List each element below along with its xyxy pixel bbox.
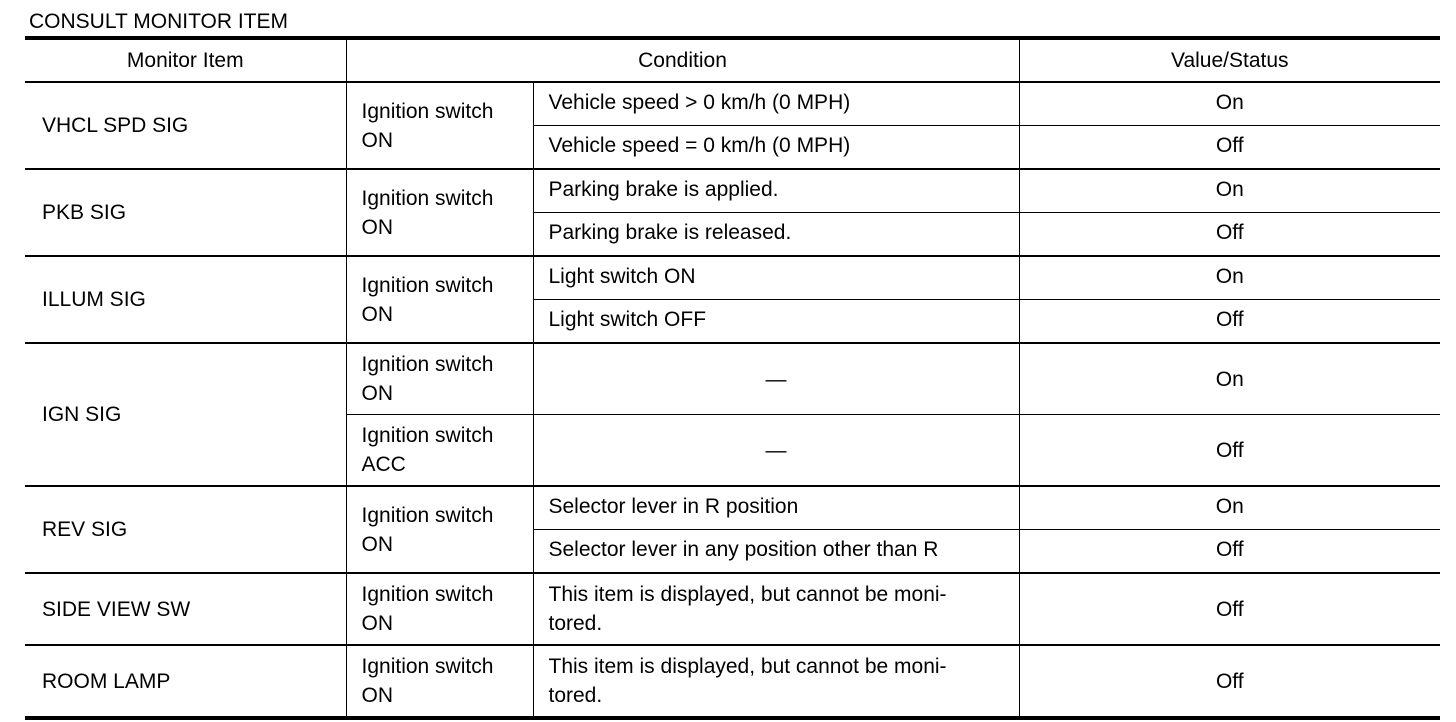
condition-text: Light switch OFF	[548, 307, 707, 331]
ignition-state: ON	[361, 612, 393, 635]
ignition-label: Ignition switch	[361, 503, 494, 527]
ignition-cell	[346, 415, 533, 487]
condition-text: Light switch ON	[548, 264, 696, 288]
header-condition: Condition	[346, 38, 1019, 82]
ignition-label: Ignition switch	[361, 583, 494, 606]
header-row	[25, 38, 1440, 82]
condition-cell	[533, 213, 1019, 257]
ignition-cell	[346, 256, 533, 343]
ignition-cell	[346, 486, 533, 573]
value-cell	[1019, 213, 1440, 257]
value-cell	[1019, 82, 1440, 126]
value-cell	[1019, 486, 1440, 530]
monitor-item-cell: VHCL SPD SIG	[25, 82, 346, 169]
table-row	[25, 486, 1440, 530]
ignition-state: ON	[361, 302, 393, 326]
ignition-cell	[346, 343, 533, 415]
value-text: Off	[1215, 133, 1244, 157]
consult-monitor-table	[25, 36, 1440, 720]
table-row	[25, 645, 1440, 718]
condition-cell: —	[533, 415, 1019, 487]
table-row	[25, 573, 1440, 645]
condition-cell	[533, 82, 1019, 126]
condition-text: Selector lever in any position other than R	[548, 537, 939, 561]
table-row	[25, 256, 1440, 300]
ignition-label: Ignition switch	[361, 186, 494, 210]
condition-cell	[533, 530, 1019, 574]
value-cell	[1019, 169, 1440, 213]
ignition-state: ON	[361, 684, 393, 707]
header-monitor-item: Monitor Item	[25, 38, 346, 82]
ignition-label: Ignition switch	[361, 424, 494, 447]
ignition-cell	[346, 573, 533, 645]
ignition-label: Ignition switch	[361, 273, 494, 297]
value-text: Off	[1215, 307, 1244, 331]
condition-cell	[533, 126, 1019, 170]
monitor-item-cell: IGN SIG	[25, 343, 346, 486]
value-text: On	[1215, 264, 1244, 288]
condition-cell	[533, 300, 1019, 344]
value-text: On	[1215, 177, 1244, 201]
ignition-label: Ignition switch	[361, 353, 494, 376]
monitor-item-cell: ILLUM SIG	[25, 256, 346, 343]
condition-cell: —	[533, 343, 1019, 415]
ignition-label: Ignition switch	[361, 99, 494, 123]
ignition-cell	[346, 645, 533, 718]
table-row	[25, 82, 1440, 126]
value-cell: Off	[1019, 415, 1440, 487]
value-cell: On	[1019, 343, 1440, 415]
value-text: On	[1215, 90, 1244, 114]
monitor-item-cell: PKB SIG	[25, 169, 346, 256]
value-cell	[1019, 256, 1440, 300]
header-value-status: Value/Status	[1019, 38, 1440, 82]
ignition-cell	[346, 82, 533, 169]
table-caption: CONSULT MONITOR ITEM	[29, 10, 289, 33]
value-cell	[1019, 300, 1440, 344]
condition-cell	[533, 573, 1019, 645]
condition-cell	[533, 169, 1019, 213]
condition-text: Vehicle speed = 0 km/h (0 MPH)	[548, 133, 851, 157]
ignition-state: ON	[361, 532, 393, 556]
table-row	[25, 343, 1440, 415]
condition-text: Selector lever in R position	[548, 494, 799, 518]
condition-cell	[533, 486, 1019, 530]
condition-line-2: tored.	[548, 612, 603, 635]
ignition-state: ON	[361, 128, 393, 152]
condition-cell	[533, 645, 1019, 718]
ignition-state: ON	[361, 215, 393, 239]
ignition-state: ACC	[361, 453, 406, 476]
value-text: On	[1215, 494, 1244, 518]
condition-text: Vehicle speed > 0 km/h (0 MPH)	[548, 90, 851, 114]
monitor-item-cell: ROOM LAMP	[25, 645, 346, 718]
condition-text: Parking brake is applied.	[548, 177, 779, 201]
value-text: Off	[1215, 537, 1244, 561]
monitor-item-cell: REV SIG	[25, 486, 346, 573]
condition-line-1: This item is displayed, but cannot be moni-	[548, 655, 947, 678]
condition-line-2: tored.	[548, 684, 603, 707]
monitor-item-cell: SIDE VIEW SW	[25, 573, 346, 645]
ignition-state: ON	[361, 382, 393, 405]
condition-cell	[533, 256, 1019, 300]
condition-line-1: This item is displayed, but cannot be moni-	[548, 583, 947, 606]
ignition-cell	[346, 169, 533, 256]
condition-text: Parking brake is released.	[548, 220, 792, 244]
table-row	[25, 169, 1440, 213]
value-text: Off	[1215, 220, 1244, 244]
value-cell: Off	[1019, 573, 1440, 645]
value-cell	[1019, 530, 1440, 574]
value-cell: Off	[1019, 645, 1440, 718]
ignition-label: Ignition switch	[361, 655, 494, 678]
value-cell	[1019, 126, 1440, 170]
